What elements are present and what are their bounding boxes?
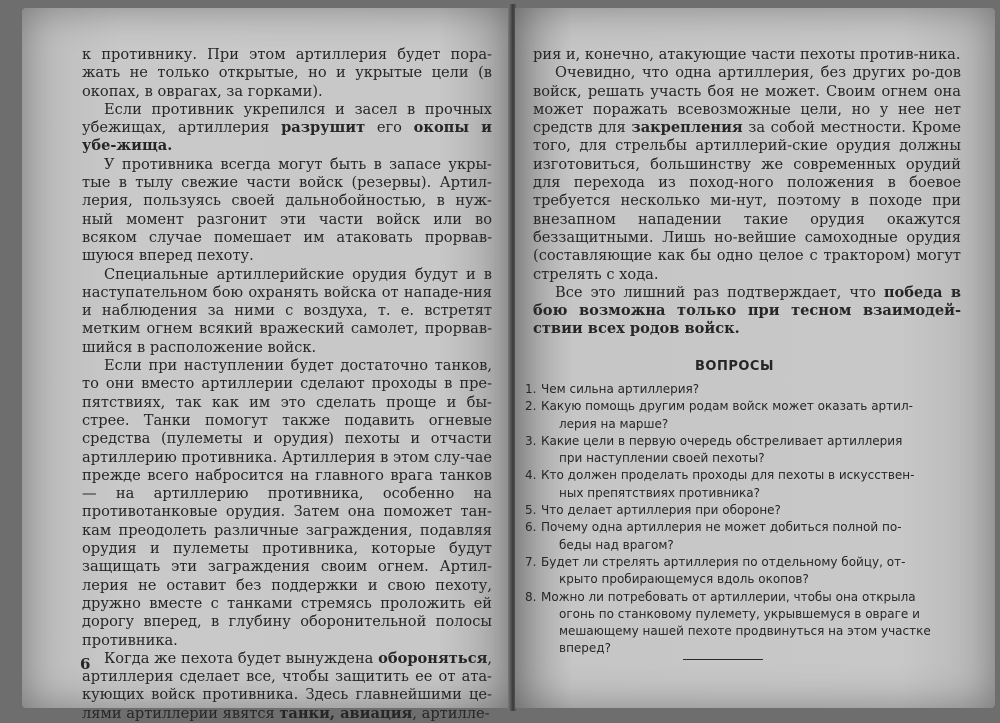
question-line-1: Какую помощь другим родам войск может оказать артил- bbox=[541, 399, 913, 414]
question-text bbox=[541, 398, 965, 433]
question-number: 8. bbox=[525, 589, 537, 604]
question-item-2 bbox=[525, 398, 965, 433]
left-p6-bold-2: танки, авиация bbox=[279, 704, 413, 722]
question-text bbox=[541, 519, 965, 554]
right-p3-bold: победа в бою возможна только при тесном взаимодей-ствии всех родов войск. bbox=[533, 283, 961, 338]
question-line-2: огонь по станковому пулемету, укрывшемуся в овраге и мешающему нашей пехоте продвинуться на этом участке вперед? bbox=[559, 606, 931, 656]
question-line-2: беды над врагом? bbox=[559, 537, 674, 552]
right-p2-bold: закрепления bbox=[631, 119, 743, 137]
right-paragraph-2 bbox=[533, 64, 961, 284]
left-p6-bold: обороняться bbox=[378, 649, 488, 667]
questions-list bbox=[525, 381, 965, 658]
left-p6-text-b: , артиллерия сделает все, чтобы защитить ее от ата-кующих войск противника. Здесь главнейшими це-лями артиллерии явятся bbox=[82, 649, 492, 722]
question-line-1: Кто должен проделать проходы для пехоты в искусствен- bbox=[541, 468, 915, 483]
left-paragraph-3: У противника всегда могут быть в запасе укры-тые в тылу свежие части войск (резервы). Артил-лерия, пользуясь своей дальнобойностью, в нуж-ный момент разгонит эти части войск или во всяком случае помешает им атаковать прорвав-шуюся вперед пехоту. bbox=[82, 155, 492, 265]
question-line-1: Какие цели в первую очередь обстреливает артиллерия bbox=[541, 433, 903, 448]
question-item-5 bbox=[525, 502, 965, 519]
question-line-1: Будет ли стрелять артиллерия по отдельному бойцу, от- bbox=[541, 554, 906, 569]
left-p1-line-2: жать не только открытые, но и укрытые цели bbox=[82, 64, 469, 82]
question-line-2: при наступлении своей пехоты? bbox=[559, 451, 765, 466]
page-number: 6 bbox=[80, 655, 91, 673]
question-number: 5. bbox=[525, 503, 537, 518]
question-number: 4. bbox=[525, 468, 537, 483]
question-number: 2. bbox=[525, 399, 537, 414]
question-item-1 bbox=[525, 381, 965, 398]
left-p2-bold: разрушит bbox=[281, 119, 366, 137]
left-paragraph-1 bbox=[82, 46, 492, 101]
left-p1-line-3: (в окопах, в оврагах, за горками). bbox=[82, 64, 492, 100]
question-item-4 bbox=[525, 467, 965, 502]
question-number: 1. bbox=[525, 382, 537, 396]
right-page bbox=[515, 8, 995, 708]
left-page bbox=[22, 8, 512, 722]
question-line-1: Почему одна артиллерия не может добиться полной по- bbox=[541, 520, 902, 535]
left-p1-line-1: к противнику. При этом артиллерия будет пора- bbox=[82, 46, 492, 63]
question-line-1: Что делает артиллерия при обороне? bbox=[541, 503, 781, 518]
question-number: 7. bbox=[525, 554, 537, 569]
right-page-text bbox=[533, 46, 961, 339]
left-p2-text-a: Если противник укрепился и засел в прочных убежищах, артиллерия bbox=[82, 100, 492, 137]
question-text bbox=[541, 467, 965, 502]
question-item-7 bbox=[525, 554, 965, 589]
right-paragraph-3 bbox=[533, 284, 961, 339]
question-line-2: крыто пробирающемуся вдоль окопов? bbox=[559, 572, 809, 587]
question-item-8 bbox=[525, 589, 965, 658]
end-divider bbox=[683, 659, 763, 660]
left-paragraph-5: Если при наступлении будет достаточно танков, то они вместо артиллерии сделают проходы в пре-пятствиях, так как им это сделать проще и бы-стрее. Танки помогут также подавить огневые средства (пулеметы и орудия) пехоты и отчасти артиллерию противника. Артиллерия в этом слу-чае прежде всего набросится на главного врага танков — на артиллерию противника, особенно на противотанковые орудия. Затем она поможет тан-кам преодолеть различные заграждения, подавляя орудия и пулеметы противника, которые будут защищать эти заграждения своим огнем. Артил-лерия не оставит без поддержки и свою пехоту, дружно вместе с танками стремясь проложить ей дорогу вперед, в глубину оборонительной полосы противника. bbox=[82, 357, 492, 649]
left-p6-text-c: , артилле- bbox=[412, 704, 490, 722]
question-text bbox=[541, 433, 965, 468]
left-paragraph-2 bbox=[82, 101, 492, 156]
question-line-1: Чем сильна артиллерия? bbox=[541, 382, 700, 396]
right-p2-text-a: Очевидно, что одна артиллерия, без других ро-дов войск, решать участь боя не может. Своим огнем она может поражать всевозможные цели, но у нее нет средств для bbox=[533, 64, 961, 137]
question-item-3 bbox=[525, 433, 965, 468]
question-number: 6. bbox=[525, 520, 537, 535]
question-line-2: лерия на марше? bbox=[559, 416, 669, 431]
right-p3-text-a: Все это лишний раз подтверждает, что bbox=[555, 283, 884, 301]
question-line-2: ных препятствиях противника? bbox=[559, 485, 761, 500]
questions-title: ВОПРОСЫ bbox=[695, 359, 774, 374]
question-item-6 bbox=[525, 519, 965, 554]
left-paragraph-4: Специальные артиллерийские орудия будут и в наступательном бою охранять войска от нападе-ния и наблюдения за ними с воздуха, т. е. встретят метким огнем всякий вражеский самолет, прорвав-шийся в расположение войск. bbox=[82, 265, 492, 356]
question-number: 3. bbox=[525, 433, 537, 448]
question-line-1: Можно ли потребовать от артиллерии, чтобы она открыла bbox=[541, 589, 916, 604]
question-text bbox=[541, 589, 965, 658]
left-p2-bold-2: окопы и убе-жища. bbox=[82, 119, 492, 155]
right-paragraph-1: рия и, конечно, атакующие части пехоты против-ника. bbox=[533, 46, 961, 63]
question-text bbox=[541, 554, 965, 589]
question-text bbox=[541, 502, 965, 519]
left-page-text bbox=[82, 46, 492, 723]
right-p2-text-b: за собой местности. Кроме того, для стрельбы артиллерий-ские орудия должны изготовиться, большинству же современных орудий для перехода из поход-ного положения в боевое требуется несколько ми-нут, поэтому в походе при внезапном нападении такие орудия окажутся беззащитными. Лишь но-вейшие самоходные орудия (составляющие как бы одно целое с трактором) могут стрелять с хода. bbox=[533, 119, 962, 283]
question-text bbox=[541, 381, 965, 398]
left-p2-text-b: его bbox=[365, 119, 414, 137]
left-p6-text-a: Когда же пехота будет вынуждена bbox=[104, 649, 379, 667]
left-paragraph-6 bbox=[82, 650, 492, 723]
